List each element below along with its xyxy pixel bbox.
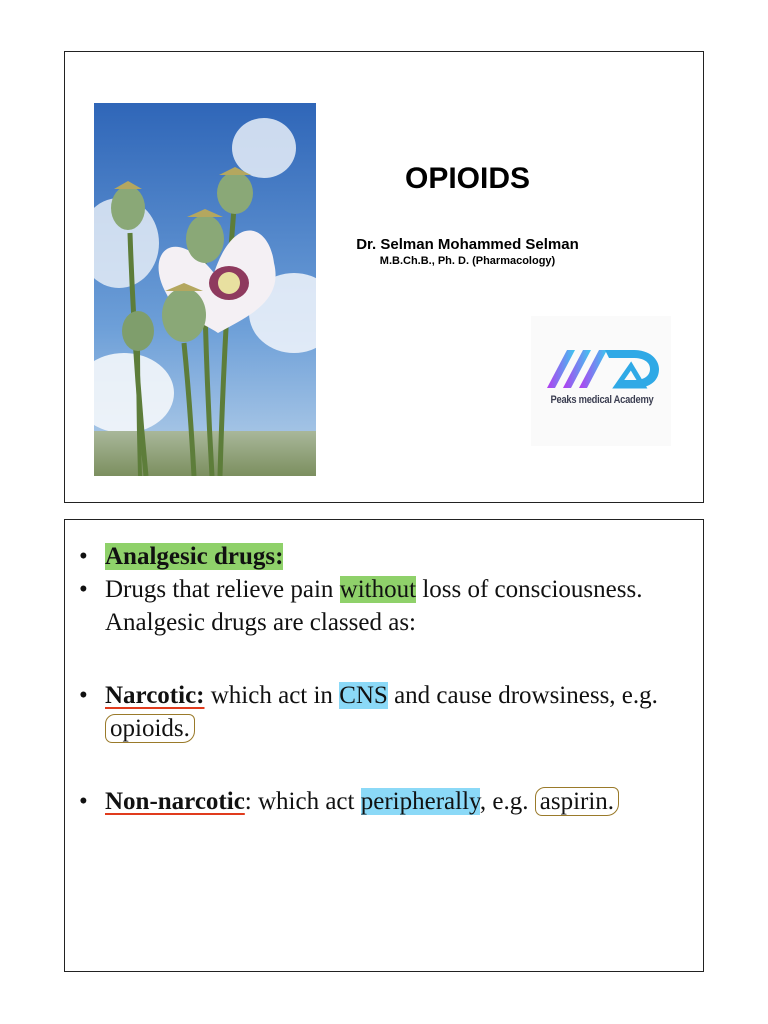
title-slide <box>64 51 704 503</box>
analgesic-heading: Analgesic drugs: <box>105 543 284 570</box>
highlight-peripherally: peripherally <box>360 788 480 815</box>
bullet-symbol: • <box>79 543 88 570</box>
non-narcotic-term: Non-narcotic <box>105 788 245 815</box>
bullet-non-narcotic <box>79 785 699 818</box>
bullet-symbol: • <box>79 788 88 815</box>
bullet-analgesic-drugs <box>79 540 699 573</box>
bullet-definition <box>79 573 699 639</box>
slide-title: OPIOIDS <box>404 162 531 195</box>
non-narcotic-text-2: , e.g. <box>479 788 535 815</box>
definition-text-1: Drugs that relieve pain <box>105 576 340 603</box>
bullet-symbol: • <box>79 576 88 603</box>
circled-aspirin: aspirin. <box>535 787 619 816</box>
narcotic-text-2: and cause drowsiness, e.g. <box>387 682 658 709</box>
bullet-narcotic <box>79 679 699 745</box>
narcotic-term: Narcotic: <box>105 682 205 709</box>
md-logo-icon <box>545 346 661 390</box>
narcotic-text-1: which act in <box>204 682 340 709</box>
academy-name: Peaks medical Academy <box>550 394 654 406</box>
definition-text-2: loss of consciousness. Analgesic drugs are classed as: <box>105 576 643 636</box>
author-name: Dr. Selman Mohammed Selman <box>356 236 579 253</box>
non-narcotic-text-1: : which act <box>244 788 361 815</box>
content-slide <box>64 519 704 972</box>
author-degrees: M.B.Ch.B., Ph. D. (Pharmacology) <box>379 255 556 267</box>
highlight-without: without <box>339 576 417 603</box>
bullet-symbol: • <box>79 682 88 709</box>
academy-logo <box>531 316 671 446</box>
bullet-list <box>79 534 699 818</box>
circled-opioids: opioids. <box>105 714 195 743</box>
poppy-photo <box>94 103 316 476</box>
highlight-cns: CNS <box>339 682 388 709</box>
